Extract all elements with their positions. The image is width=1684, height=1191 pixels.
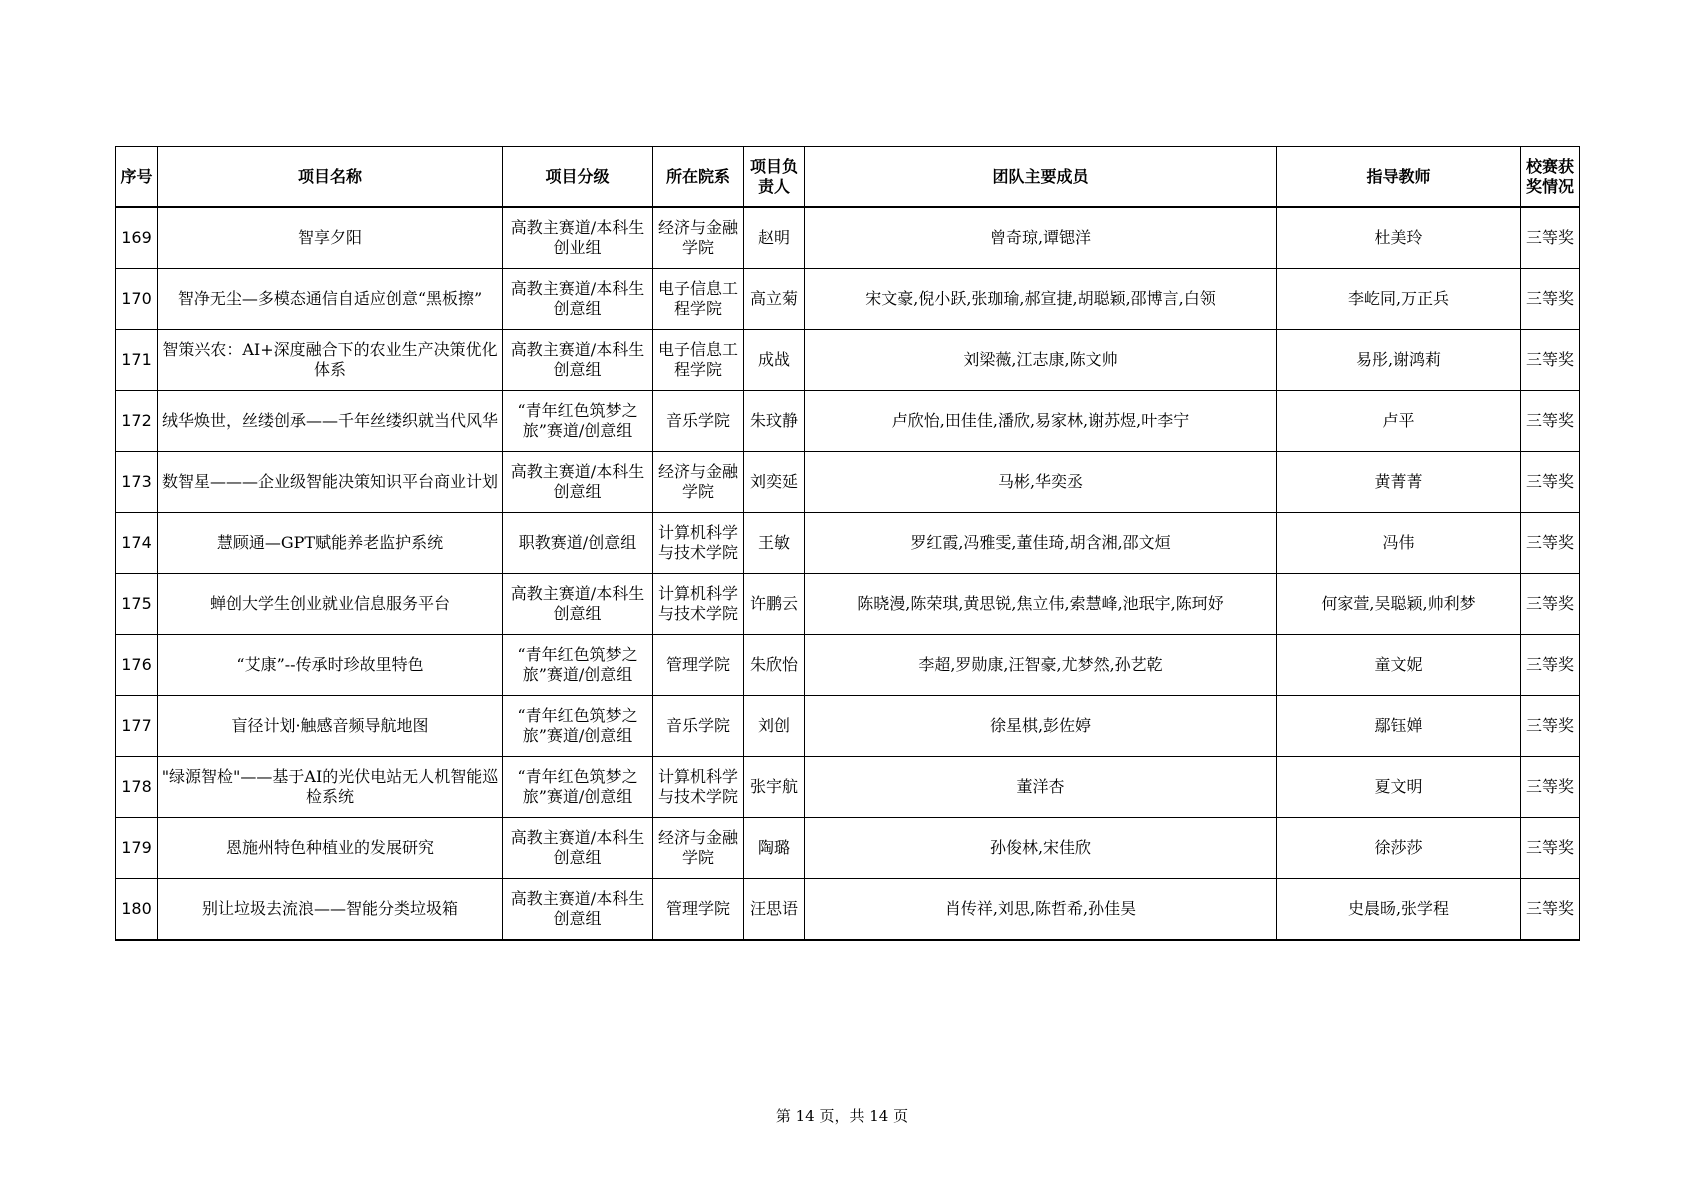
- table-row: [116, 269, 1580, 330]
- header-name: 项目名称: [158, 147, 503, 208]
- cell-name: 蝉创大学生创业就业信息服务平台: [158, 574, 503, 635]
- cell-lead: 张宇航: [744, 757, 805, 818]
- cell-teacher: 史晨旸,张学程: [1277, 879, 1521, 941]
- table-row: [116, 635, 1580, 696]
- cell-lead: 刘奕延: [744, 452, 805, 513]
- cell-track: “青年红色筑梦之旅”赛道/创意组: [503, 757, 653, 818]
- cell-no: 174: [116, 513, 158, 574]
- cell-award: 三等奖: [1521, 330, 1580, 391]
- cell-team: 孙俊林,宋佳欣: [805, 818, 1277, 879]
- table-row: [116, 207, 1580, 269]
- cell-teacher: 徐莎莎: [1277, 818, 1521, 879]
- cell-dept: 计算机科学与技术学院: [653, 513, 744, 574]
- page-footer: 第 14 页，共 14 页: [775, 1107, 909, 1125]
- cell-lead: 成战: [744, 330, 805, 391]
- cell-lead: 高立菊: [744, 269, 805, 330]
- cell-team: 罗红霞,冯雅雯,董佳琦,胡含湘,邵文烜: [805, 513, 1277, 574]
- cell-dept: 音乐学院: [653, 391, 744, 452]
- table-header: [116, 147, 1580, 208]
- cell-track: 高教主赛道/本科生创业组: [503, 207, 653, 269]
- cell-no: 177: [116, 696, 158, 757]
- cell-award: 三等奖: [1521, 574, 1580, 635]
- cell-teacher: 夏文明: [1277, 757, 1521, 818]
- cell-track: 高教主赛道/本科生创意组: [503, 574, 653, 635]
- cell-name: 慧顾通—GPT赋能养老监护系统: [158, 513, 503, 574]
- header-award: 校赛获奖情况: [1521, 147, 1580, 208]
- cell-dept: 计算机科学与技术学院: [653, 574, 744, 635]
- cell-award: 三等奖: [1521, 269, 1580, 330]
- cell-name: 智策兴农：AI+深度融合下的农业生产决策优化体系: [158, 330, 503, 391]
- cell-name: 别让垃圾去流浪——智能分类垃圾箱: [158, 879, 503, 941]
- cell-lead: 赵明: [744, 207, 805, 269]
- cell-no: 173: [116, 452, 158, 513]
- cell-award: 三等奖: [1521, 757, 1580, 818]
- cell-dept: 管理学院: [653, 879, 744, 941]
- cell-award: 三等奖: [1521, 513, 1580, 574]
- cell-teacher: 黄菁菁: [1277, 452, 1521, 513]
- header-no: 序号: [116, 147, 158, 208]
- cell-lead: 汪思语: [744, 879, 805, 941]
- cell-award: 三等奖: [1521, 879, 1580, 941]
- cell-track: “青年红色筑梦之旅”赛道/创意组: [503, 635, 653, 696]
- cell-no: 176: [116, 635, 158, 696]
- cell-name: 绒华焕世，丝缕创承——千年丝缕织就当代风华: [158, 391, 503, 452]
- header-teacher: 指导教师: [1277, 147, 1521, 208]
- cell-teacher: 冯伟: [1277, 513, 1521, 574]
- cell-dept: 经济与金融学院: [653, 452, 744, 513]
- cell-no: 170: [116, 269, 158, 330]
- header-row: [116, 147, 1580, 208]
- header-dept: 所在院系: [653, 147, 744, 208]
- table-row: [116, 574, 1580, 635]
- cell-lead: 许鹏云: [744, 574, 805, 635]
- cell-name: 恩施州特色种植业的发展研究: [158, 818, 503, 879]
- table-row: [116, 391, 1580, 452]
- cell-track: 职教赛道/创意组: [503, 513, 653, 574]
- table-row: [116, 818, 1580, 879]
- cell-lead: 刘创: [744, 696, 805, 757]
- cell-teacher: 童文妮: [1277, 635, 1521, 696]
- cell-award: 三等奖: [1521, 452, 1580, 513]
- cell-name: 智享夕阳: [158, 207, 503, 269]
- table-row: [116, 879, 1580, 941]
- cell-team: 马彬,华奕丞: [805, 452, 1277, 513]
- cell-track: 高教主赛道/本科生创意组: [503, 330, 653, 391]
- cell-lead: 王敏: [744, 513, 805, 574]
- cell-track: 高教主赛道/本科生创意组: [503, 452, 653, 513]
- cell-teacher: 李屹同,万正兵: [1277, 269, 1521, 330]
- cell-dept: 电子信息工程学院: [653, 330, 744, 391]
- header-lead: 项目负责人: [744, 147, 805, 208]
- cell-no: 171: [116, 330, 158, 391]
- cell-award: 三等奖: [1521, 696, 1580, 757]
- cell-teacher: 卢平: [1277, 391, 1521, 452]
- cell-no: 179: [116, 818, 158, 879]
- cell-name: "绿源智检"——基于AI的光伏电站无人机智能巡检系统: [158, 757, 503, 818]
- cell-lead: 朱欣怡: [744, 635, 805, 696]
- awards-table: [115, 146, 1580, 941]
- cell-name: “艾康”--传承时珍故里特色: [158, 635, 503, 696]
- cell-team: 刘梁薇,江志康,陈文帅: [805, 330, 1277, 391]
- cell-team: 徐星棋,彭佐婷: [805, 696, 1277, 757]
- cell-track: 高教主赛道/本科生创意组: [503, 818, 653, 879]
- header-track: 项目分级: [503, 147, 653, 208]
- cell-lead: 陶璐: [744, 818, 805, 879]
- cell-team: 肖传祥,刘思,陈哲希,孙佳昊: [805, 879, 1277, 941]
- cell-name: 盲径计划·触感音频导航地图: [158, 696, 503, 757]
- cell-no: 180: [116, 879, 158, 941]
- cell-dept: 音乐学院: [653, 696, 744, 757]
- cell-dept: 电子信息工程学院: [653, 269, 744, 330]
- cell-track: “青年红色筑梦之旅”赛道/创意组: [503, 696, 653, 757]
- cell-no: 178: [116, 757, 158, 818]
- table-row: [116, 757, 1580, 818]
- cell-award: 三等奖: [1521, 818, 1580, 879]
- cell-teacher: 何家萱,吴聪颖,帅利梦: [1277, 574, 1521, 635]
- cell-team: 李超,罗勋康,汪智豪,尤梦然,孙艺乾: [805, 635, 1277, 696]
- cell-no: 172: [116, 391, 158, 452]
- cell-name: 智净无尘—多模态通信自适应创意“黑板擦”: [158, 269, 503, 330]
- cell-dept: 经济与金融学院: [653, 207, 744, 269]
- cell-track: “青年红色筑梦之旅”赛道/创意组: [503, 391, 653, 452]
- cell-award: 三等奖: [1521, 635, 1580, 696]
- cell-teacher: 杜美玲: [1277, 207, 1521, 269]
- table-body: [116, 207, 1580, 940]
- cell-team: 陈晓漫,陈荣琪,黄思锐,焦立伟,索慧峰,池珉宇,陈珂妤: [805, 574, 1277, 635]
- cell-team: 卢欣怡,田佳佳,潘欣,易家林,谢苏煜,叶李宁: [805, 391, 1277, 452]
- cell-award: 三等奖: [1521, 391, 1580, 452]
- cell-teacher: 易彤,谢鸿莉: [1277, 330, 1521, 391]
- cell-dept: 经济与金融学院: [653, 818, 744, 879]
- cell-track: 高教主赛道/本科生创意组: [503, 269, 653, 330]
- cell-team: 董洋杏: [805, 757, 1277, 818]
- table-row: [116, 513, 1580, 574]
- cell-no: 175: [116, 574, 158, 635]
- table-row: [116, 696, 1580, 757]
- cell-lead: 朱玟静: [744, 391, 805, 452]
- cell-team: 宋文豪,倪小跃,张珈瑜,郝宣捷,胡聪颖,邵博言,白领: [805, 269, 1277, 330]
- cell-teacher: 鄢钰婵: [1277, 696, 1521, 757]
- cell-award: 三等奖: [1521, 207, 1580, 269]
- table-row: [116, 330, 1580, 391]
- table-row: [116, 452, 1580, 513]
- cell-no: 169: [116, 207, 158, 269]
- cell-track: 高教主赛道/本科生创意组: [503, 879, 653, 941]
- cell-dept: 管理学院: [653, 635, 744, 696]
- cell-name: 数智星———企业级智能决策知识平台商业计划: [158, 452, 503, 513]
- cell-dept: 计算机科学与技术学院: [653, 757, 744, 818]
- cell-team: 曾奇琼,谭锶洋: [805, 207, 1277, 269]
- header-team: 团队主要成员: [805, 147, 1277, 208]
